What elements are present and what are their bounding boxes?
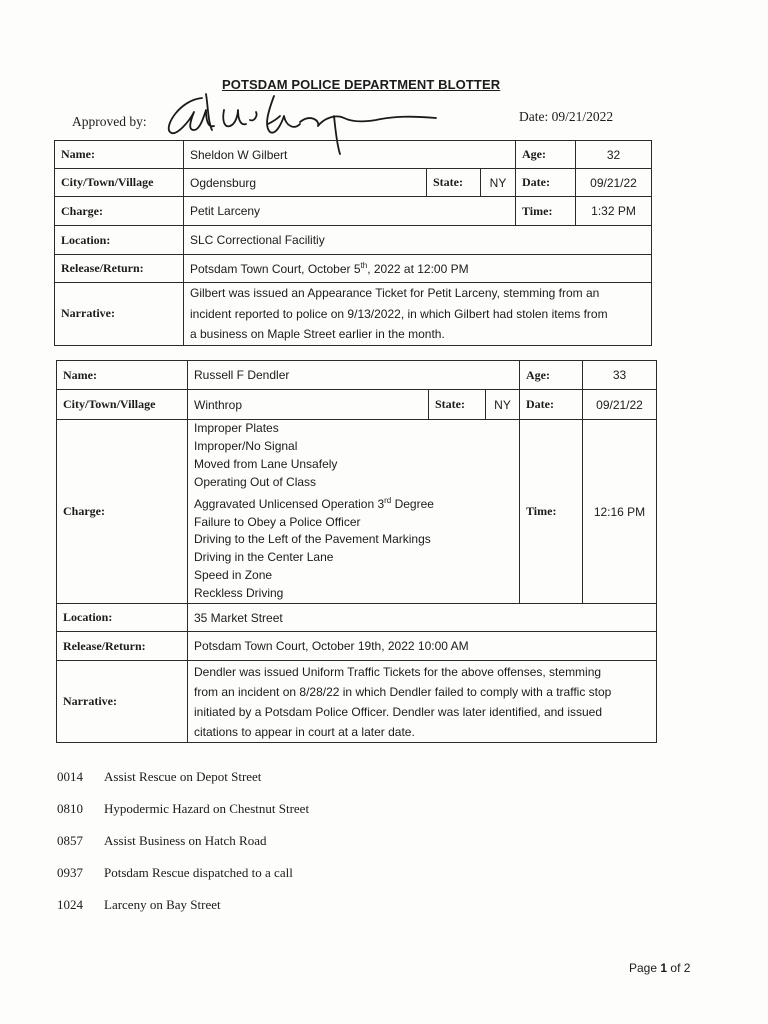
- table-row: [55, 141, 652, 169]
- charge-value: [188, 420, 520, 604]
- list-item: Failure to Obey a Police Officer: [194, 514, 361, 529]
- charge-list: [194, 420, 513, 603]
- release-text-end: , 2022 at 12:00 PM: [367, 262, 469, 276]
- date-value: 09/21/22: [576, 169, 652, 197]
- release-label: Release/Return:: [55, 255, 184, 283]
- charge-label: Charge:: [55, 197, 184, 226]
- age-label: Age:: [516, 141, 576, 169]
- table-row: [57, 661, 657, 743]
- narrative-line: from an incident on 8/28/22 in which Dendler failed to comply with a traffic stop: [194, 684, 612, 699]
- log-code: 0857: [57, 833, 83, 848]
- page-number: [629, 961, 690, 975]
- city-value: Ogdensburg: [184, 169, 427, 197]
- narrative-line: Dendler was issued Uniform Traffic Tickets for the above offenses, stemming: [194, 664, 602, 679]
- date-label: Date:: [520, 390, 583, 420]
- charge-value: Petit Larceny: [184, 197, 516, 226]
- state-label: State:: [429, 390, 486, 420]
- log-description: Potsdam Rescue dispatched to a call: [104, 865, 293, 880]
- table-row: [55, 197, 652, 226]
- charge-text: Aggravated Unlicensed Operation 3: [194, 496, 385, 511]
- table-row: [55, 283, 652, 346]
- page-of: of: [670, 961, 681, 975]
- state-value: NY: [486, 390, 520, 420]
- charge-superscript: rd: [384, 495, 392, 505]
- page-total: 2: [683, 961, 691, 975]
- narrative-line: citations to appear in court at a later date.: [194, 724, 415, 739]
- approved-by-label: Approved by:: [72, 114, 147, 129]
- table-row: [57, 420, 657, 604]
- release-superscript: th: [360, 261, 368, 270]
- list-item: Driving to the Left of the Pavement Markings: [194, 532, 431, 547]
- city-value: Winthrop: [188, 390, 429, 420]
- log-code: 1024: [57, 897, 83, 912]
- narrative-label: Narrative:: [57, 661, 188, 743]
- location-value: SLC Correctional Facilitiy: [184, 226, 652, 255]
- date-value: 09/21/22: [583, 390, 657, 420]
- page-current: 1: [660, 961, 668, 975]
- table-row: [57, 361, 657, 390]
- narrative-line: initiated by a Potsdam Police Officer. Dendler was later identified, and issued: [194, 704, 602, 719]
- age-value: 32: [576, 141, 652, 169]
- charge-text-end: Degree: [391, 496, 434, 511]
- list-item: [194, 492, 513, 514]
- table-row: [57, 632, 657, 661]
- narrative-value: [184, 283, 652, 346]
- age-label: Age:: [520, 361, 583, 390]
- report-date: Date: 09/21/2022: [519, 109, 614, 124]
- city-label: City/Town/Village: [57, 390, 188, 420]
- name-label: Name:: [55, 141, 184, 169]
- table-row: [55, 226, 652, 255]
- date-label: Date:: [516, 169, 576, 197]
- charge-label: Charge:: [57, 420, 188, 604]
- list-item: Improper Plates: [194, 421, 279, 435]
- table-row: [55, 255, 652, 283]
- list-item: Improper/No Signal: [194, 438, 298, 453]
- city-label: City/Town/Village: [55, 169, 184, 197]
- list-item: Speed in Zone: [194, 568, 273, 583]
- release-label: Release/Return:: [57, 632, 188, 661]
- list-item: Driving in the Center Lane: [194, 550, 334, 565]
- name-label: Name:: [57, 361, 188, 390]
- log-code: 0810: [57, 801, 83, 816]
- time-label: Time:: [520, 420, 583, 604]
- record-table: [54, 140, 652, 346]
- release-value: [184, 255, 652, 283]
- narrative-line: Gilbert was issued an Appearance Ticket for Petit Larceny, stemming from an: [190, 286, 600, 300]
- location-value: 35 Market Street: [188, 604, 657, 632]
- table-row: [55, 169, 652, 197]
- list-item: Reckless Driving: [194, 586, 284, 601]
- log-code: 0014: [57, 769, 83, 784]
- page-word: Page: [629, 961, 658, 975]
- release-value: Potsdam Town Court, October 19th, 2022 10:00 AM: [188, 632, 657, 661]
- log-description: Assist Business on Hatch Road: [104, 833, 267, 848]
- time-label: Time:: [516, 197, 576, 226]
- state-label: State:: [427, 169, 481, 197]
- list-item: Operating Out of Class: [194, 474, 317, 489]
- name-value: Sheldon W Gilbert: [184, 141, 516, 169]
- log-code: 0937: [57, 865, 83, 880]
- narrative-value: [188, 661, 657, 743]
- list-item: Moved from Lane Unsafely: [194, 456, 338, 471]
- location-label: Location:: [55, 226, 184, 255]
- table-row: [57, 604, 657, 632]
- narrative-label: Narrative:: [55, 283, 184, 346]
- state-value: NY: [481, 169, 516, 197]
- record-table: [56, 360, 657, 743]
- location-label: Location:: [57, 604, 188, 632]
- narrative-line: incident reported to police on 9/13/2022, in which Gilbert had stolen items from: [190, 306, 608, 321]
- time-value: 1:32 PM: [576, 197, 652, 226]
- time-value: 12:16 PM: [583, 420, 657, 604]
- narrative-line: a business on Maple Street earlier in the month.: [190, 327, 445, 341]
- log-description: Larceny on Bay Street: [104, 897, 221, 912]
- name-value: Russell F Dendler: [188, 361, 520, 390]
- release-text: Potsdam Town Court, October 5: [190, 262, 361, 276]
- page-title: POTSDAM POLICE DEPARTMENT BLOTTER: [222, 77, 501, 92]
- table-row: [57, 390, 657, 420]
- age-value: 33: [583, 361, 657, 390]
- log-description: Hypodermic Hazard on Chestnut Street: [104, 801, 310, 816]
- log-description: Assist Rescue on Depot Street: [104, 769, 262, 784]
